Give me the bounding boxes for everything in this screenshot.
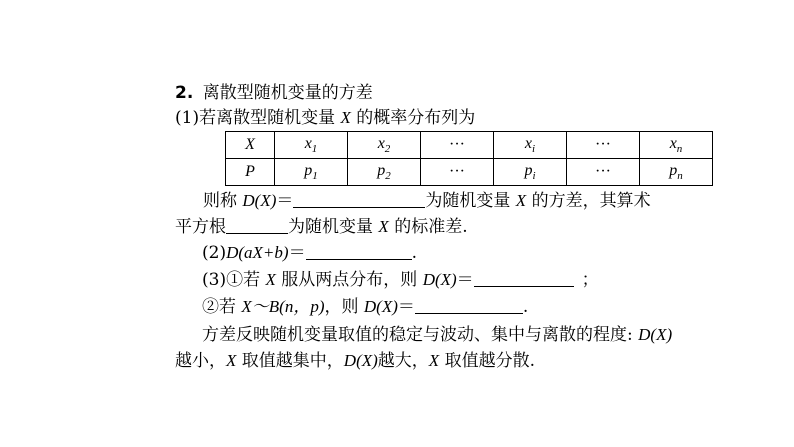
table-row-header: X bbox=[226, 132, 275, 159]
section-number: 2 bbox=[175, 83, 187, 103]
table-cell: $p_n$ bbox=[640, 159, 713, 186]
variance-definition-line: 则称 D(X)＝ 为随机变量 X 的方差，其算术 bbox=[203, 191, 651, 211]
intro-line: (1)若离散型随机变量 X 的概率分布列为 bbox=[175, 108, 476, 128]
answer-blank bbox=[415, 297, 523, 314]
answer-blank bbox=[293, 191, 425, 208]
table-cell: $x_1$ bbox=[275, 132, 348, 159]
answer-blank bbox=[474, 270, 574, 287]
table-row bbox=[226, 159, 713, 186]
table-cell: $p_2$ bbox=[348, 159, 421, 186]
table-row bbox=[226, 132, 713, 159]
answer-blank bbox=[306, 243, 412, 260]
table-row-header: P bbox=[226, 159, 275, 186]
table-cell: $p_i$ bbox=[494, 159, 567, 186]
summary-line-1: 方差反映随机变量取值的稳定与波动、集中与离散的程度: D(X) bbox=[202, 325, 673, 345]
answer-blank bbox=[226, 217, 288, 234]
table-cell: ··· bbox=[567, 132, 640, 159]
two-point-line: (3)①若 X 服从两点分布，则 D(X)＝ ； bbox=[202, 270, 599, 290]
distribution-table bbox=[225, 131, 713, 186]
table-cell: $p_1$ bbox=[275, 159, 348, 186]
section-title: 离散型随机变量的方差 bbox=[202, 83, 373, 103]
table-cell: ··· bbox=[567, 159, 640, 186]
section-heading: 2. 离散型随机变量的方差 bbox=[175, 83, 373, 103]
table-cell: $x_2$ bbox=[348, 132, 421, 159]
table-cell: $x_n$ bbox=[640, 132, 713, 159]
table-cell: ··· bbox=[421, 159, 494, 186]
std-definition-line: 平方根 为随机变量 X 的标准差. bbox=[175, 217, 468, 237]
table-cell: $x_i$ bbox=[494, 132, 567, 159]
linear-transform-line: (2)D(aX+b)＝ . bbox=[202, 243, 417, 263]
table-cell: ··· bbox=[421, 132, 494, 159]
binomial-line: ②若 X～B(n，p)，则 D(X)＝ . bbox=[202, 297, 529, 317]
summary-line-2: 越小，X 取值越集中，D(X)越大，X 取值越分散. bbox=[175, 351, 535, 371]
